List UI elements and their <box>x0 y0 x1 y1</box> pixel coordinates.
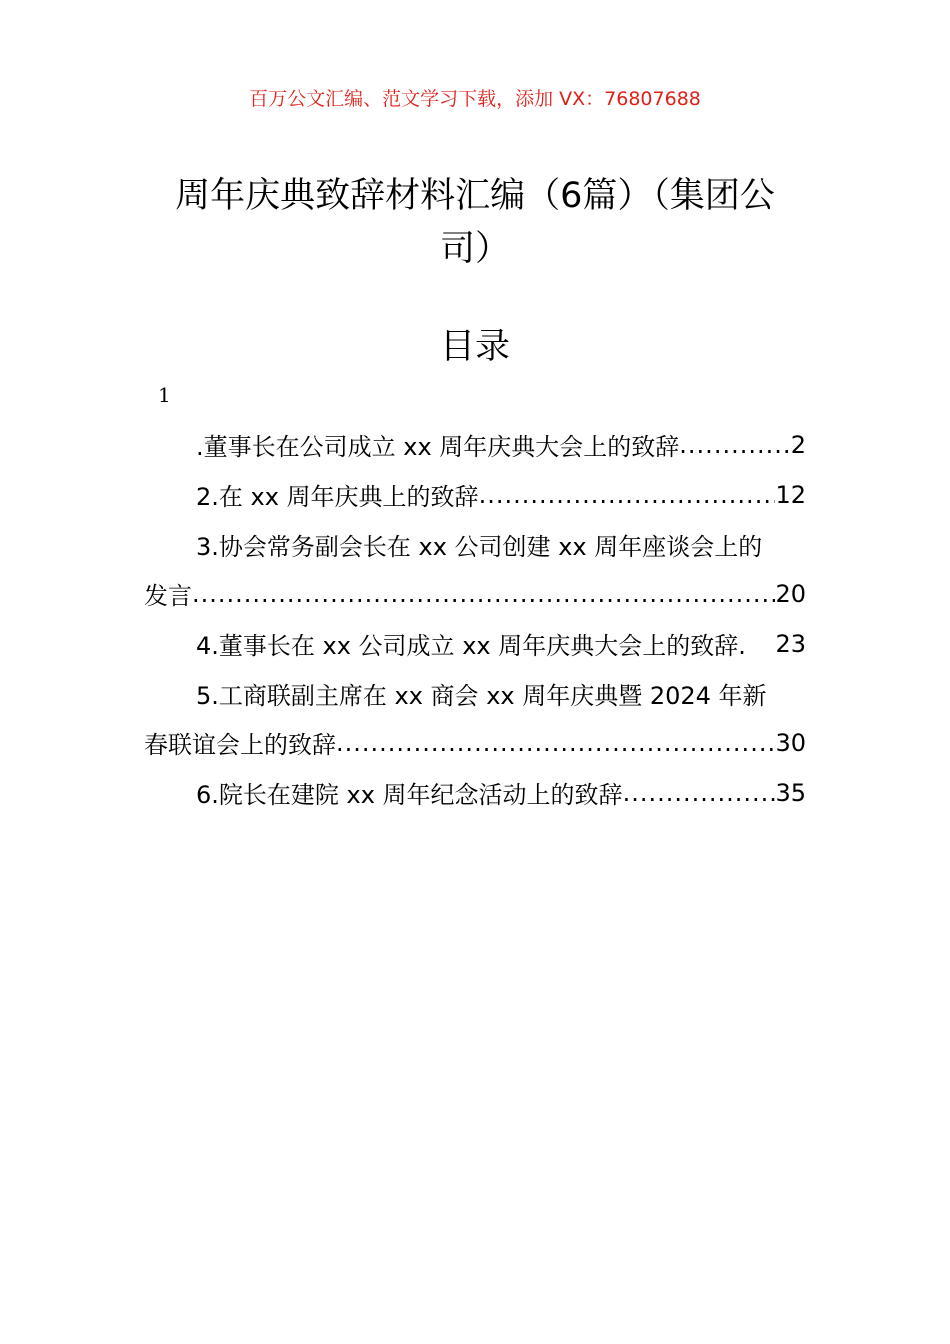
toc-entry-5[interactable] <box>144 668 806 767</box>
header-watermark-note: 百万公文汇编、范文学习下载，添加 VX：76807688 <box>249 88 701 110</box>
toc-entry-title: 6.院长在建院 xx 周年纪念活动上的致辞 <box>196 781 623 810</box>
toc-leader-dots <box>623 779 776 807</box>
toc-entry-2[interactable] <box>144 470 806 520</box>
toc-entry-page: 2 <box>790 430 806 459</box>
toc-entry-3[interactable] <box>144 519 806 618</box>
toc-entry-6[interactable] <box>144 768 806 818</box>
toc-entry-1[interactable] <box>144 420 806 470</box>
toc-heading: 目录 <box>439 327 510 367</box>
document-title <box>150 170 800 276</box>
table-of-contents <box>144 420 806 818</box>
toc-entry-title-line-1: 5.工商联副主席在 xx 商会 xx 周年庆典暨 2024 年新 <box>196 681 767 710</box>
toc-entry-page: 35 <box>775 778 806 807</box>
toc-entry-page: 20 <box>775 579 806 608</box>
toc-entry-4[interactable] <box>144 619 806 669</box>
page-marker: 1 <box>158 383 171 407</box>
toc-leader-dots <box>479 481 776 509</box>
toc-entry-title-line-2: 春联谊会上的致辞 <box>144 731 336 760</box>
toc-leader-dots <box>336 729 775 757</box>
document-title-line-2: 司） <box>439 229 510 269</box>
toc-entry-title: 2.在 xx 周年庆典上的致辞 <box>196 483 479 512</box>
toc-entry-page: 12 <box>775 480 806 509</box>
toc-entry-title-line-1: 3.协会常务副会长在 xx 公司创建 xx 周年座谈会上的 <box>196 532 763 561</box>
toc-entry-title-line-2: 发言 <box>144 582 192 611</box>
toc-entry-page: 23 <box>775 629 806 658</box>
toc-leader-dots <box>679 431 790 459</box>
toc-entry-title: .董事长在公司成立 xx 周年庆典大会上的致辞 <box>196 433 680 462</box>
toc-leader-dots <box>192 580 775 608</box>
toc-entry-page: 30 <box>775 728 806 757</box>
document-title-line-1: 周年庆典致辞材料汇编（6篇）（集团公 <box>175 176 775 216</box>
toc-entry-title: 4.董事长在 xx 公司成立 xx 周年庆典大会上的致辞. <box>196 632 754 661</box>
